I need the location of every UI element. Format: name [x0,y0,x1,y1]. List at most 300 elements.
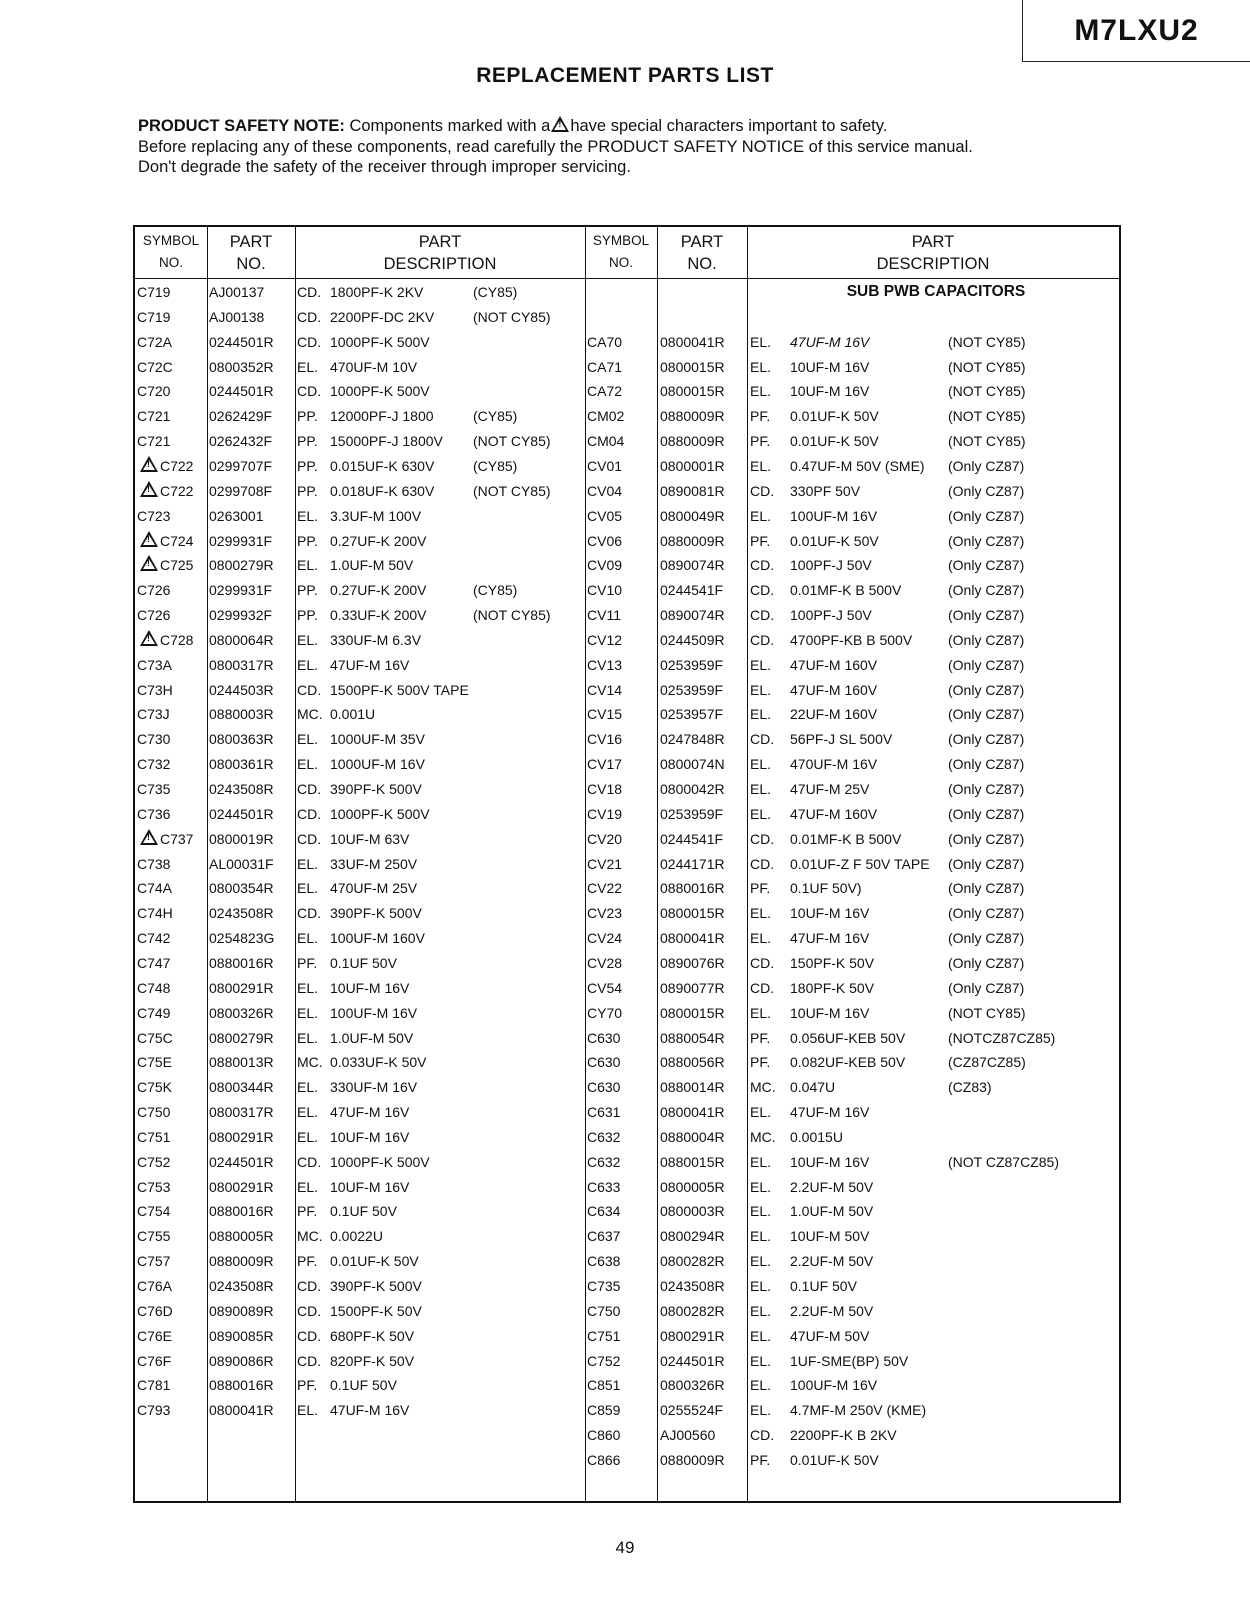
symbol-text: C722 [160,482,194,499]
part-type: EL. [750,1278,772,1294]
part-description: 2200PF-DC 2KV [330,308,435,325]
part-type: CD. [750,582,775,599]
header-text: NO. [608,255,633,270]
part-type: CD. [750,954,775,971]
symbol-no: CV13 [587,656,623,673]
safety-note-text-b: have special characters important to safety. [570,117,888,135]
part-description: 0.1UF 50V [330,954,397,971]
part-type: EL. [750,1302,772,1319]
symbol-no: C638 [587,1253,621,1270]
symbol-no: CV19 [587,805,623,822]
part-type: PF. [750,1029,771,1046]
table-row [135,727,1119,752]
symbol-no: C749 [137,1004,171,1021]
part-type: CD. [297,781,322,797]
part-note: (NOT CY85) [473,482,551,499]
part-description: 680PF-K 50V [330,1327,415,1344]
sub-pwb-capacitors-title: SUB PWB CAPACITORS [846,283,1026,300]
part-description: 0.018UF-K 630V [330,482,435,499]
table-row [135,305,1119,330]
part-description: 10UF-M 16V [330,1128,410,1145]
part-note: (Only CZ87) [948,656,1025,673]
symbol-no: C742 [137,930,171,947]
table-row [135,852,1119,877]
part-description: 330UF-M 6.3V [330,631,422,648]
part-description: 12000PF-J 1800 [330,408,434,425]
header-part-description-left [295,227,585,278]
part-description: 0.001U [330,706,376,723]
part-note: (Only CZ87) [948,607,1025,624]
part-type: EL. [750,1004,772,1021]
part-note: (Only CZ87) [948,954,1025,971]
part-no: 0800326R [660,1377,725,1394]
part-no: 0243508R [209,781,274,797]
table-row [135,578,1119,603]
symbol-no: CV54 [587,979,623,996]
part-description: 1.0UF-M 50V [790,1203,874,1220]
table-row [135,1299,1119,1324]
part-type: PP. [297,582,318,599]
part-no: 0244501R [660,1352,725,1369]
part-description: 47UF-M 16V [330,1104,410,1121]
symbol-no: C637 [587,1228,621,1245]
part-description: 1000PF-K 500V [330,333,430,350]
part-type: CD. [297,284,322,300]
part-description: 2.2UF-M 50V [790,1178,874,1195]
symbol-no: CV18 [587,781,623,797]
safety-note-label: PRODUCT SAFETY NOTE: [138,117,345,135]
part-type: EL. [750,1253,772,1270]
part-note: (CY85) [473,582,518,599]
part-no: 0800064R [209,631,274,648]
table-row [135,702,1119,727]
table-row [135,1100,1119,1125]
part-no: 0299932F [209,607,273,624]
symbol-no: C73J [137,706,170,723]
part-note: (Only CZ87) [948,756,1025,773]
symbol-no: C747 [137,954,171,971]
part-description: 1000UF-M 16V [330,756,425,773]
part-type: MC. [297,1228,323,1245]
part-type: PP. [297,408,318,425]
part-type: EL. [750,1352,772,1369]
part-description: 0.27UF-K 200V [330,582,427,599]
symbol-no: C76A [137,1278,173,1294]
part-description: 10UF-M 16V [790,905,870,922]
part-note: (Only CZ87) [948,930,1025,947]
table-row [135,1349,1119,1374]
symbol-no: C751 [137,1128,171,1145]
symbol-no: CA72 [587,383,623,400]
table-row [135,379,1119,404]
table-row [135,1150,1119,1175]
part-type: CD. [297,905,322,922]
symbol-no: C75C [137,1029,173,1046]
part-description: 47UF-M 16V [330,656,410,673]
part-description: 0.056UF-KEB 50V [790,1029,906,1046]
part-type: PF. [750,880,771,897]
part-no: 0880056R [660,1054,725,1071]
part-no: 0880005R [209,1228,274,1245]
table-row [135,1249,1119,1274]
part-type: CD. [297,805,322,822]
table-row [135,1224,1119,1249]
safety-warning-icon [551,116,569,132]
part-no: 0800282R [660,1253,725,1270]
table-row [135,1274,1119,1299]
part-type: PF. [297,1253,318,1270]
part-type: EL. [297,1079,319,1096]
part-no: 0254823G [209,930,275,947]
symbol-no: C752 [587,1352,621,1369]
symbol-text: C722 [160,457,194,474]
part-type: EL. [297,631,319,648]
part-no: 0244501R [209,383,274,400]
part-type: EL. [750,1104,772,1121]
symbol-no: C730 [137,731,171,748]
part-type: EL. [297,855,319,872]
part-type: CD. [750,830,775,847]
part-note: (Only CZ87) [948,631,1025,648]
part-description: 4.7MF-M 250V (KME) [790,1402,927,1419]
symbol-no: C75K [137,1079,173,1096]
part-note: (Only CZ87) [948,582,1025,599]
part-type: EL. [750,930,772,947]
part-no: 0262429F [209,408,273,425]
part-note: (Only CZ87) [948,482,1025,499]
symbol-no: C76D [137,1302,173,1319]
symbol-no: C750 [587,1302,621,1319]
part-type: EL. [297,1004,319,1021]
table-row [135,355,1119,380]
part-no: 0800352R [209,358,274,375]
part-description: 10UF-M 16V [790,1153,870,1170]
symbol-no: C630 [587,1054,621,1071]
part-no: 0800015R [660,358,725,375]
symbol-no: C757 [137,1253,171,1270]
table-row [135,529,1119,554]
table-row [135,429,1119,454]
part-type: EL. [750,383,772,400]
symbol-no: C721 [137,408,171,425]
part-description: 0.01UF-K 50V [790,1451,879,1468]
part-type: EL. [297,880,319,897]
part-type: PF. [750,1054,771,1071]
part-no: AJ00137 [209,284,265,300]
part-type: CD. [297,1327,322,1344]
part-note: (Only CZ87) [948,731,1025,748]
part-note: (Only CZ87) [948,855,1025,872]
part-note: (NOT CZ87CZ85) [948,1153,1059,1170]
part-no: 0800291R [209,1178,274,1195]
symbol-no: CV01 [587,457,623,474]
table-row [135,976,1119,1001]
table-row [135,1324,1119,1349]
part-no: 0253959F [660,656,724,673]
part-type: EL. [297,1029,319,1046]
part-note: (Only CZ87) [948,557,1025,574]
header-text: NO. [687,255,717,273]
part-description: 100UF-M 16V [330,1004,418,1021]
table-row [135,1448,1119,1473]
part-no: 0243508R [209,1278,274,1294]
symbol-text: C737 [160,830,194,847]
symbol-text: C728 [160,631,194,648]
part-description: 47UF-M 16V [790,333,870,350]
part-no: AJ00560 [660,1427,716,1444]
symbol-no: C634 [587,1203,621,1220]
part-no: 0243508R [660,1278,725,1294]
symbol-no: C719 [137,284,171,300]
part-description: 2.2UF-M 50V [790,1302,874,1319]
part-description: 47UF-M 16V [330,1402,410,1419]
part-description: 1.0UF-M 50V [330,557,414,574]
part-no: 0800354R [209,880,274,897]
part-type: EL. [297,507,319,524]
part-type: EL. [750,781,772,797]
part-description: 0.082UF-KEB 50V [790,1054,906,1071]
part-note: (NOT CY85) [948,408,1026,425]
part-description: 0.33UF-K 200V [330,607,427,624]
table-row [135,951,1119,976]
part-no: 0890077R [660,979,725,996]
part-no: 0253959F [660,681,724,698]
part-description: 1000PF-K 500V [330,383,430,400]
part-description: 0.0022U [330,1228,383,1245]
part-no: 0880015R [660,1153,725,1170]
symbol-no: CV21 [587,855,623,872]
part-description: 1UF-SME(BP) 50V [790,1352,909,1369]
table-row [135,1125,1119,1150]
part-no: 0299931F [209,582,273,599]
part-description: 0.047U [790,1079,836,1096]
symbol-no: C726 [137,607,171,624]
part-description: 0.01UF-K 50V [330,1253,419,1270]
table-row [135,1001,1119,1026]
part-type: EL. [750,681,772,698]
part-no: 0244541F [660,582,724,599]
part-description: 47UF-M 160V [790,681,878,698]
part-no: 0255524F [660,1402,724,1419]
symbol-no: C723 [137,507,171,524]
part-type: CD. [750,731,775,748]
part-no: 0247848R [660,731,725,748]
part-no: 0890081R [660,482,725,499]
header-text: DESCRIPTION [876,255,990,273]
part-type: CD. [297,1153,322,1170]
symbol-text: C725 [160,557,194,574]
symbol-no: C735 [137,781,171,797]
part-no: AL00031F [209,855,274,872]
part-type: EL. [750,1377,772,1394]
symbol-no: CV05 [587,507,623,524]
part-description: 22UF-M 160V [790,706,878,723]
symbol-no: C632 [587,1128,621,1145]
part-description: 390PF-K 500V [330,1278,422,1294]
symbol-no: C860 [587,1427,621,1444]
part-description: 0.033UF-K 50V [330,1054,427,1071]
header-text: PART [680,233,724,251]
symbol-no: CV23 [587,905,623,922]
part-note: (NOT CY85) [948,383,1026,400]
part-no: 0800361R [209,756,274,773]
product-safety-note [138,116,1138,178]
part-note: (Only CZ87) [948,905,1025,922]
part-no: 0800041R [660,1104,725,1121]
part-type: CD. [750,607,775,624]
symbol-no: C72A [137,333,173,350]
table-row [135,1199,1119,1224]
part-type: EL. [750,1153,772,1170]
part-description: 10UF-M 16V [790,383,870,400]
part-type: PF. [750,1451,771,1468]
part-description: 0.015UF-K 630V [330,457,435,474]
part-description: 390PF-K 500V [330,905,422,922]
symbol-no: C750 [137,1104,171,1121]
table-row [135,280,1119,305]
symbol-no: C754 [137,1203,171,1220]
part-no: 0890074R [660,607,725,624]
part-no: 0262432F [209,433,273,450]
part-no: 0800003R [660,1203,725,1220]
part-note: (Only CZ87) [948,681,1025,698]
part-type: CD. [297,1302,322,1319]
part-description: 10UF-M 50V [790,1228,870,1245]
part-type: PF. [297,954,318,971]
part-no: 0800001R [660,457,725,474]
header-part-no-left [207,227,295,278]
part-no: 0800326R [209,1004,274,1021]
symbol-no: C73A [137,656,173,673]
part-type: PP. [297,607,318,624]
part-type: CD. [297,308,322,325]
symbol-no: C630 [587,1079,621,1096]
part-no: 0800279R [209,557,274,574]
part-description: 4700PF-KB B 500V [790,631,913,648]
header-part-description-right [747,227,1119,278]
part-no: 0800074N [660,756,725,773]
symbol-no: CV20 [587,830,623,847]
table-row [135,827,1119,852]
table-row [135,553,1119,578]
part-description: 390PF-K 500V [330,781,422,797]
part-type: CD. [297,681,322,698]
part-no: 0263001 [209,507,264,524]
symbol-no: C720 [137,383,171,400]
header-text: NO. [158,255,183,270]
part-no: 0800041R [209,1402,274,1419]
symbol-no: CV15 [587,706,623,723]
part-description: 470UF-M 16V [790,756,878,773]
part-no: 0800363R [209,731,274,748]
part-no: 0880009R [660,1451,725,1468]
part-no: 0880009R [660,433,725,450]
part-description: 0.01UF-Z F 50V TAPE [790,855,930,872]
symbol-no: C736 [137,805,171,822]
part-no: 0880003R [209,706,274,723]
table-row [135,1373,1119,1398]
part-type: PP. [297,482,318,499]
symbol-no: C738 [137,855,171,872]
part-no: 0244503R [209,681,274,698]
part-description: 10UF-M 16V [790,358,870,375]
part-no: 0800015R [660,383,725,400]
part-description: 10UF-M 16V [330,979,410,996]
part-type: EL. [297,656,319,673]
part-description: 0.27UF-K 200V [330,532,427,549]
part-no: 0800041R [660,333,725,350]
symbol-no: C726 [137,582,171,599]
part-no: 0800294R [660,1228,725,1245]
symbol-no: C631 [587,1104,621,1121]
part-type: PP. [297,433,318,450]
part-description: 0.01UF-K 50V [790,433,879,450]
symbol-no: C851 [587,1377,621,1394]
part-type: EL. [750,805,772,822]
part-no: 0800041R [660,930,725,947]
part-description: 47UF-M 160V [790,656,878,673]
part-no: 0800015R [660,1004,725,1021]
part-description: 1000UF-M 35V [330,731,425,748]
part-description: 0.1UF 50V [330,1377,397,1394]
part-type: MC. [297,706,323,723]
part-type: CD. [750,979,775,996]
part-note: (NOTCZ87CZ85) [948,1029,1056,1046]
part-type: CD. [297,830,322,847]
symbol-text: C724 [160,532,194,549]
part-no: 0800291R [660,1327,725,1344]
symbol-no: CM04 [587,433,625,450]
part-no: 0800291R [209,979,274,996]
part-no: 0800015R [660,905,725,922]
part-description: 15000PF-J 1800V [330,433,443,450]
table-row [135,1398,1119,1423]
part-note: (NOT CY85) [473,308,551,325]
symbol-no: CV14 [587,681,623,698]
part-type: EL. [750,656,772,673]
symbol-no: C74A [137,880,173,897]
part-type: EL. [750,1178,772,1195]
symbol-no: CA71 [587,358,623,375]
part-note: (Only CZ87) [948,507,1025,524]
part-note: (Only CZ87) [948,706,1025,723]
part-type: PF. [750,433,771,450]
table-row [135,926,1119,951]
part-type: CD. [750,1427,775,1444]
part-no: 0800019R [209,830,274,847]
part-type: EL. [750,457,772,474]
part-description: 0.1UF 50V) [790,880,862,897]
part-note: (NOT CY85) [473,433,551,450]
table-row [135,479,1119,504]
part-type: EL. [297,1128,319,1145]
part-no: 0800344R [209,1079,274,1096]
part-no: 0880016R [209,954,274,971]
part-description: 47UF-M 160V [790,805,878,822]
part-description: 0.01UF-K 50V [790,408,879,425]
part-description: 330PF 50V [790,482,861,499]
symbol-no: C793 [137,1402,171,1419]
header-text: NO. [236,255,266,273]
part-no: 0243508R [209,905,274,922]
part-no: 0244541F [660,830,724,847]
part-description: 470UF-M 10V [330,358,418,375]
part-no: 0890076R [660,954,725,971]
table-row [135,876,1119,901]
part-type: EL. [750,1327,772,1344]
header-symbol-no-left [135,227,207,278]
part-no: 0244171R [660,855,725,872]
